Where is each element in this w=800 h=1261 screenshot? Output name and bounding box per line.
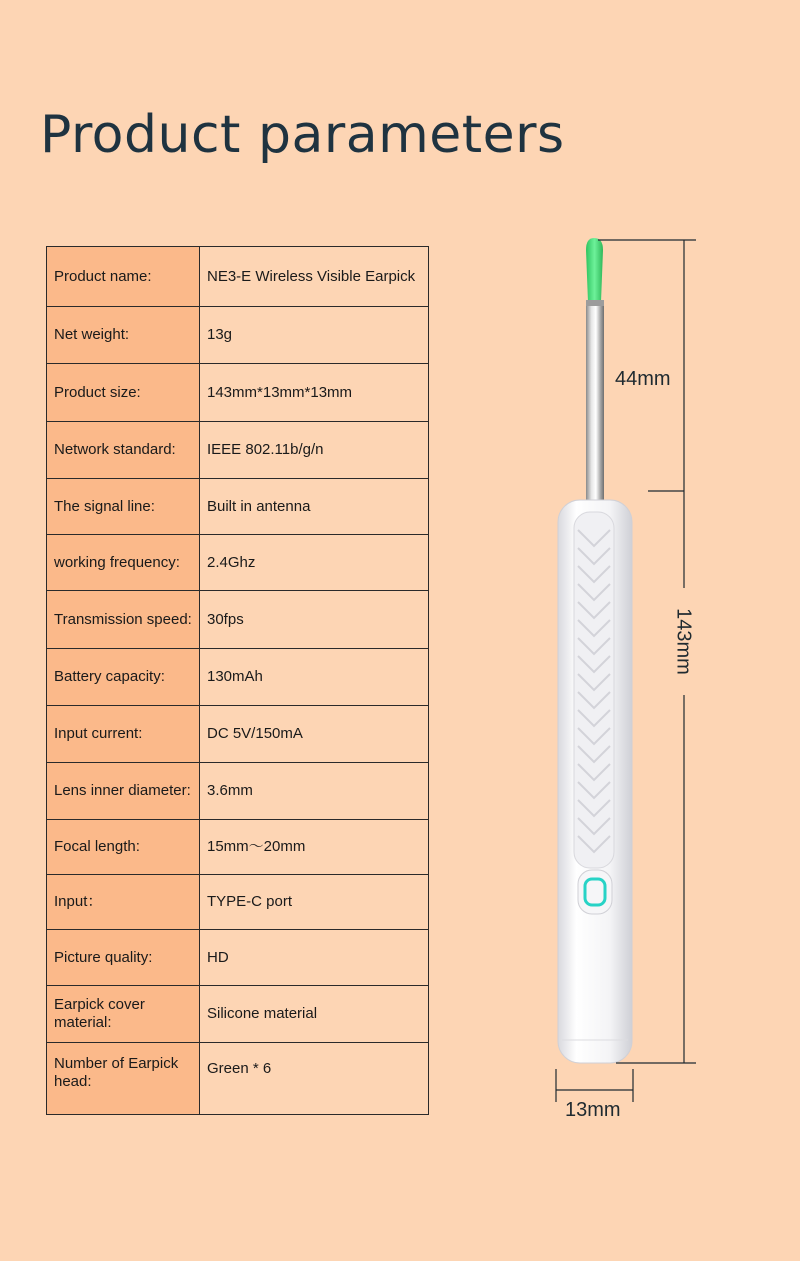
table-row — [47, 422, 429, 479]
spec-label: Network standard: — [47, 422, 200, 479]
power-button — [578, 870, 612, 914]
spec-value: 15mm～20mm — [200, 820, 429, 875]
spec-value: IEEE 802.11b/g/n — [200, 422, 429, 479]
spec-table — [46, 246, 429, 1115]
spec-label: Product name: — [47, 247, 200, 307]
table-row — [47, 649, 429, 706]
spec-label: Number of Earpick head: — [47, 1043, 200, 1115]
table-row — [47, 986, 429, 1043]
spec-value: 30fps — [200, 591, 429, 649]
spec-label: Lens inner diameter: — [47, 763, 200, 820]
spec-label: Product size: — [47, 364, 200, 422]
spec-value: 13g — [200, 307, 429, 364]
spec-value: HD — [200, 930, 429, 986]
table-row — [47, 706, 429, 763]
spec-value: 130mAh — [200, 649, 429, 706]
spec-label: Earpick cover material: — [47, 986, 200, 1043]
spec-value: 3.6mm — [200, 763, 429, 820]
page-title: Product parameters — [40, 105, 565, 165]
spec-value: 143mm*13mm*13mm — [200, 364, 429, 422]
spec-label: Input： — [47, 875, 200, 930]
spec-label: The signal line: — [47, 479, 200, 535]
table-row — [47, 1043, 429, 1115]
earpick-body — [558, 500, 632, 1063]
table-row — [47, 930, 429, 986]
table-row — [47, 247, 429, 307]
table-row — [47, 763, 429, 820]
spec-label: working frequency: — [47, 535, 200, 591]
table-row — [47, 364, 429, 422]
table-row — [47, 535, 429, 591]
spec-label: Transmission speed: — [47, 591, 200, 649]
spec-value: Silicone material — [200, 986, 429, 1043]
spec-value: Green * 6 — [200, 1043, 429, 1115]
spec-value: TYPE-C port — [200, 875, 429, 930]
spec-label: Focal length: — [47, 820, 200, 875]
spec-label: Input current: — [47, 706, 200, 763]
total-length-label: 143mm — [672, 608, 695, 675]
width-label: 13mm — [565, 1099, 621, 1121]
earpick-tip — [586, 238, 603, 302]
table-row — [47, 820, 429, 875]
camera-probe — [586, 300, 604, 505]
spec-value: Built in antenna — [200, 479, 429, 535]
table-row — [47, 875, 429, 930]
table-row — [47, 307, 429, 364]
spec-value: 2.4Ghz — [200, 535, 429, 591]
table-row — [47, 591, 429, 649]
table-row — [47, 479, 429, 535]
spec-label: Net weight: — [47, 307, 200, 364]
spec-label: Battery capacity: — [47, 649, 200, 706]
probe-length-label: 44mm — [615, 368, 671, 390]
spec-label: Picture quality: — [47, 930, 200, 986]
spec-value: NE3-E Wireless Visible Earpick — [200, 247, 429, 307]
spec-value: DC 5V/150mA — [200, 706, 429, 763]
